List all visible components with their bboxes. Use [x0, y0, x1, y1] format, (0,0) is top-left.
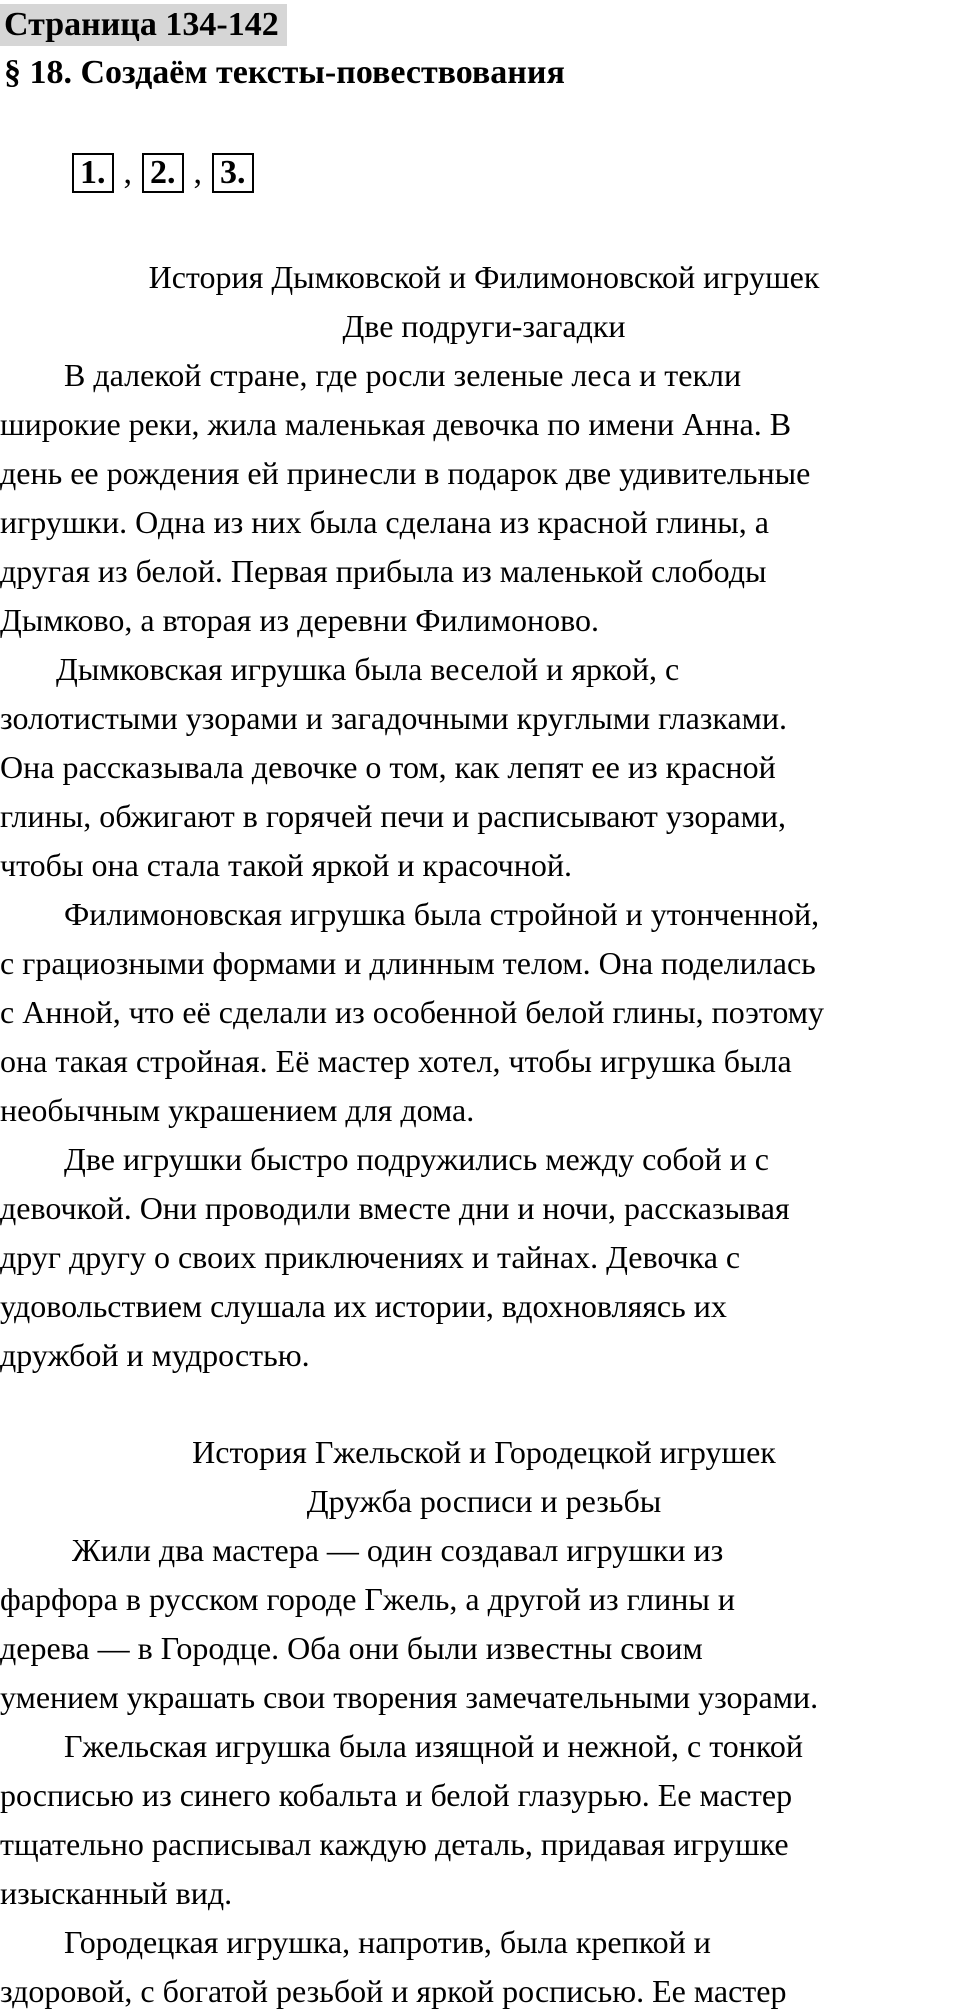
exercise-number-2: 2.	[142, 153, 184, 193]
story-subheading: Дружба росписи и резьбы	[306, 1483, 662, 1519]
section-title: § 18. Создаём тексты-повествования	[4, 54, 565, 91]
story-heading: История Дымковской и Филимоновской игрушек	[148, 259, 820, 295]
story-subheading: Две подруги-загадки	[342, 308, 626, 344]
story-heading: История Гжельской и Городецкой игрушек	[192, 1434, 776, 1470]
exercise-separator: ,	[193, 154, 202, 191]
exercise-number-1: 1.	[72, 153, 114, 193]
story-dymkovo-filimonovo	[0, 253, 960, 1380]
exercise-numbers	[72, 152, 254, 194]
exercise-separator: ,	[123, 154, 132, 191]
story-text: В далекой стране, где росли зеленые леса и текли широкие реки, жила маленькая девочка по имени Анна. В день ее рождения ей принесли в подарок две удивительные игрушки. Одна из них была сделана из красной глины, а другая из белой. Первая прибыла из маленькой слободы Дымково, а вторая из деревни Филимоново. Дымковская игрушка была веселой и яркой, с золотистыми узорами и загадочными круглыми глазками. Она рассказывала девочке о том, как лепят ее из красной глины, обжигают в горячей печи и расписывают узорами, чтобы она стала такой яркой и красочной. Филимоновская игрушка была стройной и утонченной, с грациозными формами и длинным телом. Она поделилась с Анной, что её сделали из особенной белой глины, поэтому она такая стройная. Её мастер хотел, чтобы игрушка была необычным украшением для дома. Две игрушки быстро подружились между собой и с девочкой. Они проводили вместе дни и ночи, рассказывая друг другу о своих приключениях и тайнах. Девочка с удовольствием слушала их истории, вдохновляясь их дружбой и мудростью.	[0, 357, 825, 1373]
page-number-label: Страница 134-142	[0, 4, 287, 46]
story-gzhel-gorodets	[0, 1428, 960, 2016]
exercise-number-3: 3.	[212, 153, 254, 193]
story-text: Жили два мастера — один создавал игрушки из фарфора в русском городе Гжель, а другой из глины и дерева — в Городце. Оба они были известны своим умением украшать свои творения замечательными узорами. Гжельская игрушка была изящной и нежной, с тонкой росписью из синего кобальта и белой глазурью. Ее мастер тщательно расписывал каждую деталь, придавая игрушке изысканный вид. Городецкая игрушка, напротив, была крепкой и здоровой, с богатой резьбой и яркой росписью. Ее мастер	[0, 1532, 819, 2009]
